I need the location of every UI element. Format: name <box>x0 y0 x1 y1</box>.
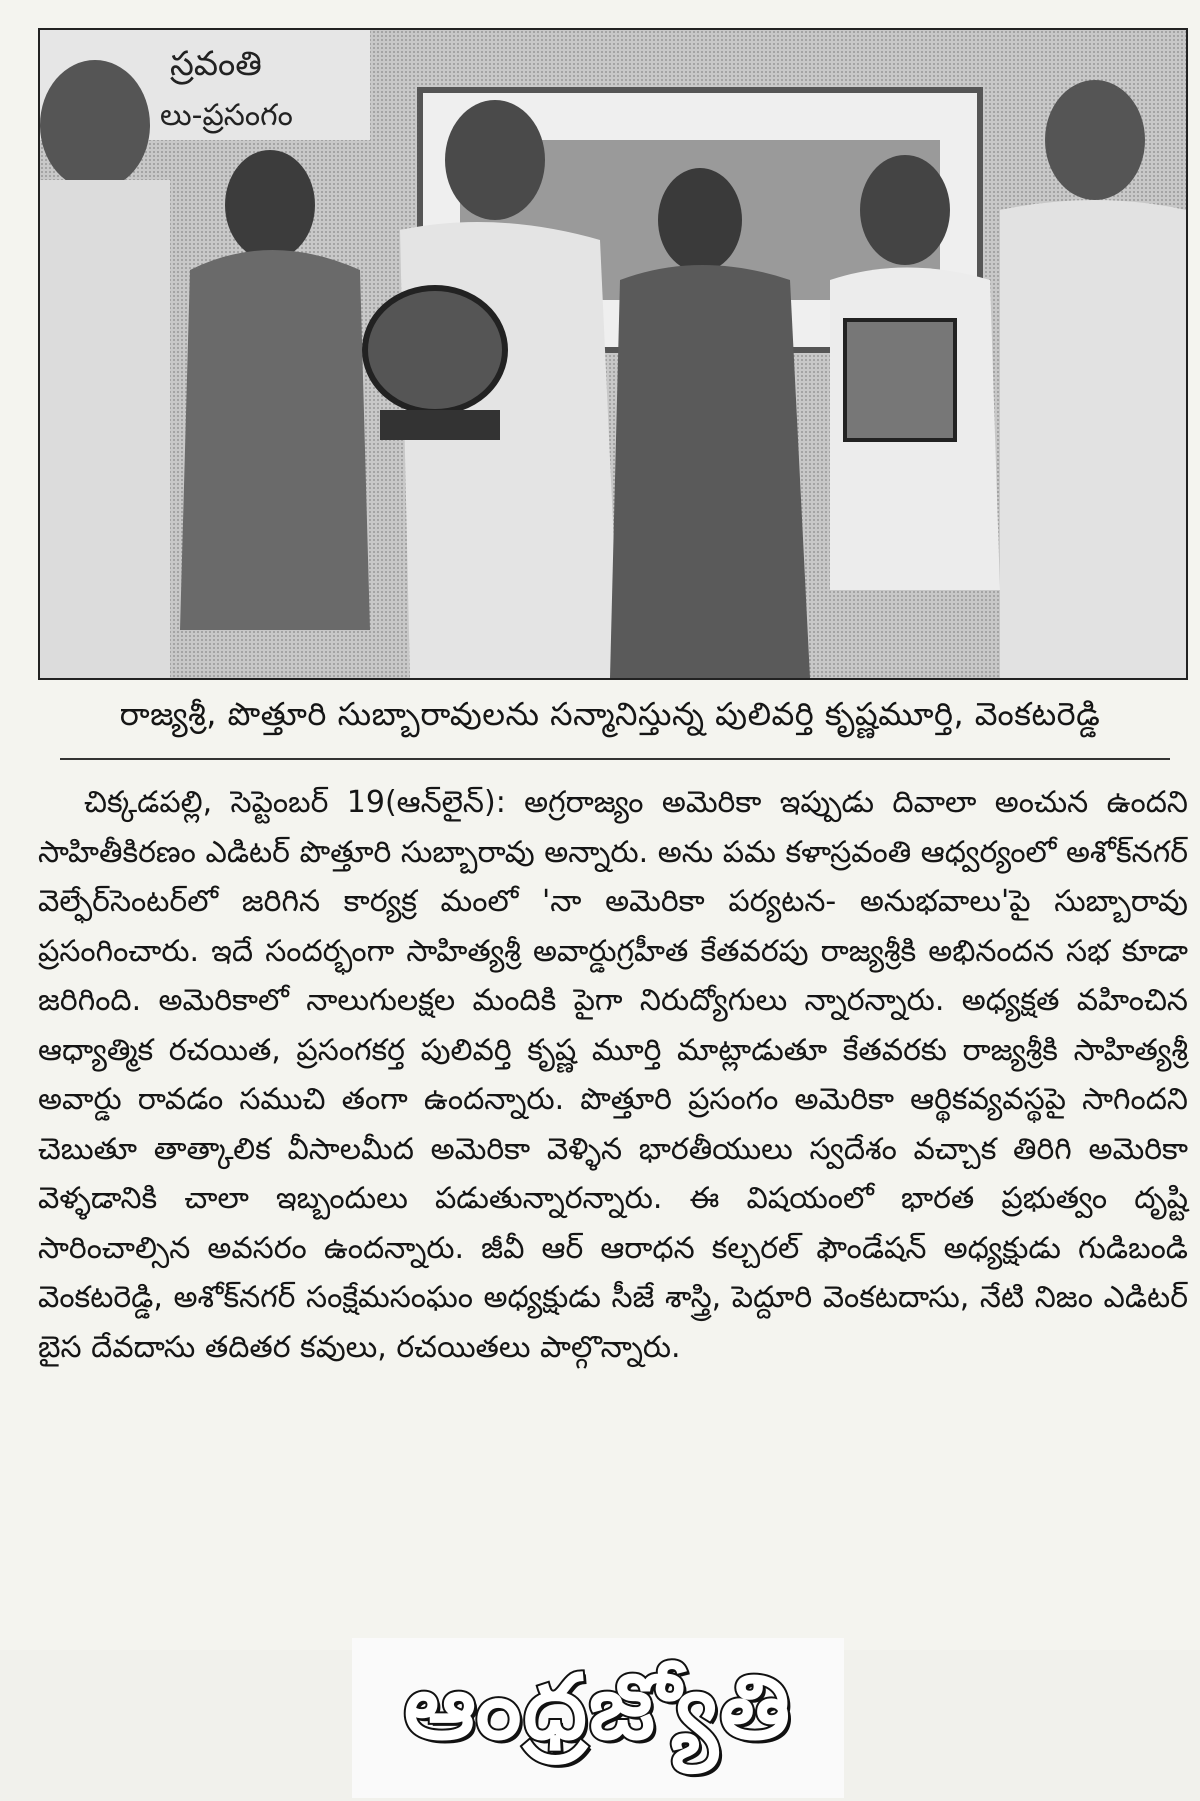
person-6-body <box>1000 200 1186 678</box>
article-body <box>38 778 1188 1372</box>
newspaper-masthead <box>352 1638 844 1798</box>
person-2-body <box>180 250 370 630</box>
person-4-body <box>610 265 810 678</box>
banner-text: స్రవంతి <box>170 44 262 84</box>
person-1-head <box>40 60 150 190</box>
memento-plate <box>365 288 505 412</box>
news-photo <box>38 28 1188 680</box>
masthead-logo: ఆంధ్రజ్యోతి <box>403 1654 793 1760</box>
person-3-head <box>445 100 545 220</box>
memento-stand <box>380 410 500 440</box>
person-6-head <box>1045 80 1145 200</box>
photo-caption: రాజ్యశ్రీ, పొత్తూరి సుబ్బారావులను సన్మానిస్తున్న పులివర్తి కృష్ణమూర్తి, వెంకటరెడ్డి <box>119 695 1101 733</box>
photo-illustration <box>40 30 1186 678</box>
framed-citation <box>845 320 955 440</box>
caption-divider <box>60 758 1170 760</box>
person-5-head <box>860 155 950 265</box>
article-paragraph: చిక్కడపల్లి, సెప్టెంబర్ 19(ఆన్‌లైన్): అగ్రరాజ్యం అమెరికా ఇప్పుడు దివాలా అంచున ఉందని సాహితీకిరణం ఎడిటర్ పొత్తూరి సుబ్బారావు అన్నారు. అను పమ కళాస్రవంతి ఆధ్వర్యంలో అశోక్‌నగర్ వెల్ఫేర్‌సెంటర్‌లో జరిగిన కార్యక్ర మంలో 'నా అమెరికా పర్యటన- అనుభవాలు'పై సుబ్బారావు ప్రసంగించారు. ఇదే సందర్భంగా సాహిత్యశ్రీ అవార్డుగ్రహీత కేతవరపు రాజ్యశ్రీకి అభినందన సభ కూడా జరిగింది. అమెరికాలో నాలుగులక్షల మందికి పైగా నిరుద్యోగులు న్నారన్నారు. అధ్యక్షత వహించిన ఆధ్యాత్మిక రచయిత, ప్రసంగకర్త పులివర్తి కృష్ణ మూర్తి మాట్లాడుతూ కేతవరకు రాజ్యశ్రీకి సాహిత్యశ్రీ అవార్డు రావడం సముచి తంగా ఉందన్నారు. పొత్తూరి ప్రసంగం అమెరికా ఆర్థికవ్యవస్థపై సాగిందని చెబుతూ తాత్కాలిక వీసాలమీద అమెరికా వెళ్ళిన భారతీయులు స్వదేశం వచ్చాక తిరిగి అమెరికా వెళ్ళడానికి చాలా ఇబ్బందులు పడుతున్నారన్నారు. ఈ విషయంలో భారత ప్రభుత్వం దృష్టి సారించాల్సిన అవసరం ఉందన్నారు. జీవీ ఆర్ ఆరాధన కల్చరల్ ఫౌండేషన్ అధ్యక్షుడు గుడిబండి వెంకటరెడ్డి, అశోక్‌నగర్ సంక్షేమసంఘం అధ్యక్షుడు సీజే శాస్త్రి, పెద్దూరి వెంకటదాసు, నేటి నిజం ఎడిటర్ బైస దేవదాసు తదితర కవులు, రచయితలు పాల్గొన్నారు. <box>38 785 1188 1365</box>
person-1-body <box>40 180 170 678</box>
person-2-head <box>225 150 315 260</box>
banner-text-2: లు-ప్రసంగం <box>160 98 293 133</box>
person-4-head <box>658 168 742 272</box>
